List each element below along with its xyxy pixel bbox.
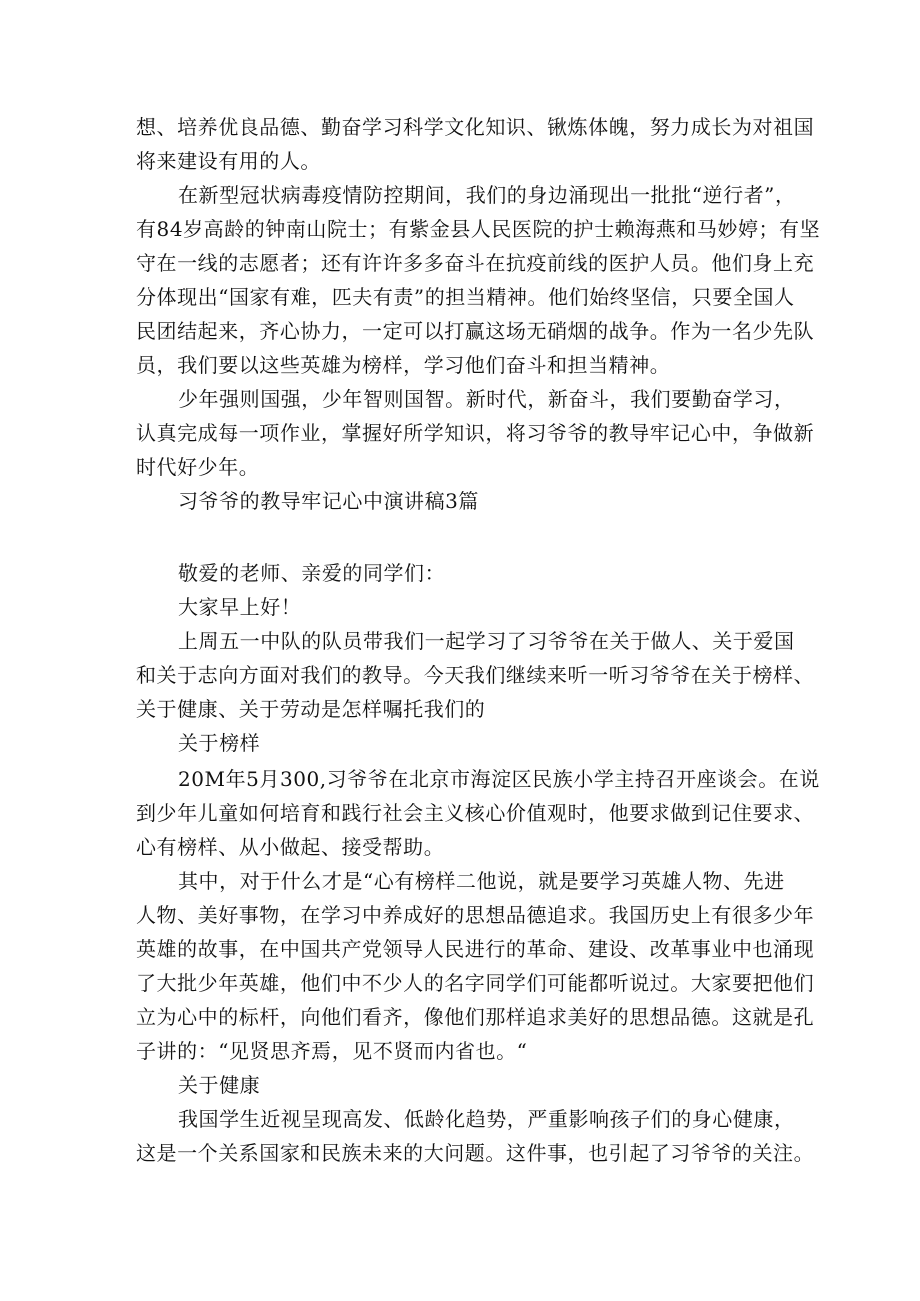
salutation: 敬爱的老师、亲爱的同学们： (178, 561, 446, 585)
text-line: 认真完成每一项作业，掌握好所学知识，将习爷爷的教导牢记心中，争做新 (136, 421, 815, 445)
subheading-health: 关于健康 (178, 1073, 261, 1097)
text-line: 想、培养优良品德、勤奋学习科学文化知识、锹炼体魄，努力成长为对祖国 (136, 115, 815, 139)
paragraph-start-line: 其中，对于什么才是“心有榜样二他说，就是要学习英雄人物、先进 (178, 869, 785, 893)
text-line: 守在一线的志愿者；还有许许多多奋斗在抗疫前线的医护人员。他们身上充 (136, 251, 815, 275)
text-line: 子讲的：“见贤思齐焉，见不贤而内省也。“ (136, 1039, 528, 1063)
paragraph-start-line: 上周五一中队的队员带我们一起学习了习爷爷在关于做人、关于爱国 (178, 629, 795, 653)
text-line: 心有榜样、从小做起、接受帮助。 (136, 835, 445, 859)
paragraph-start-line: 在新型冠状病毒疫情防控期间，我们的身边涌现出一批批“逆行者”， (178, 183, 796, 207)
paragraph-start-line: 我国学生近视呈现高发、低龄化趋势，严重影响孩子们的身心健康， (178, 1107, 795, 1131)
text-line: 这是一个关系国家和民族未来的大问题。这件事，也引起了习爷爷的关注。 (136, 1141, 815, 1165)
text-line: 英雄的故事，在中国共产党领导人民进行的革命、建设、改革事业中也涌现 (136, 937, 815, 961)
paragraph-start-line: 少年强则国强，少年智则国智。新时代，新奋斗，我们要勤奋学习， (178, 387, 795, 411)
text-line: 民团结起来，齐心协力，一定可以打赢这场无硝烟的战争。作为一名少先队 (136, 319, 815, 343)
text-line: 和关于志向方面对我们的教导。今天我们继续来听一听习爷爷在关于榜样、 (136, 663, 815, 687)
text-line: 有84岁高龄的钟南山院士；有紫金县人民医院的护士赖海燕和马妙婷；有坚 (136, 217, 821, 241)
text-line: 将来建设有用的人。 (136, 149, 321, 173)
text-line: 到少年儿童如何培育和践行社会主义核心价值观时，他要求做到记住要求、 (136, 801, 815, 825)
paragraph-start-line: 20M年5月300,习爷爷在北京市海淀区民族小学主持召开座谈会。在说 (178, 767, 820, 791)
text-line: 分体现出“国家有难，匹夫有责”的担当精神。他们始终坚信，只要全国人 (136, 285, 795, 309)
text-line: 立为心中的标杆，向他们看齐，像他们那样追求美好的思想品德。这就是孔 (136, 1005, 815, 1029)
text-line: 时代好少年。 (136, 455, 260, 479)
greeting: 大家早上好！ (178, 595, 302, 619)
text-line: 员，我们要以这些英雄为榜样，学习他们奋斗和担当精神。 (136, 353, 671, 377)
section-title: 习爷爷的教导牢记心中演讲稿3篇 (178, 489, 479, 513)
text-line: 了大批少年英雄，他们中不少人的名字同学们可能都听说过。大家要把他们 (136, 971, 815, 995)
text-line: 关于健康、关于劳动是怎样嘱托我们的 (136, 697, 486, 721)
subheading-role-model: 关于榜样 (178, 731, 261, 755)
text-line: 人物、美好事物，在学习中养成好的思想品德追求。我国历史上有很多少年 (136, 903, 815, 927)
